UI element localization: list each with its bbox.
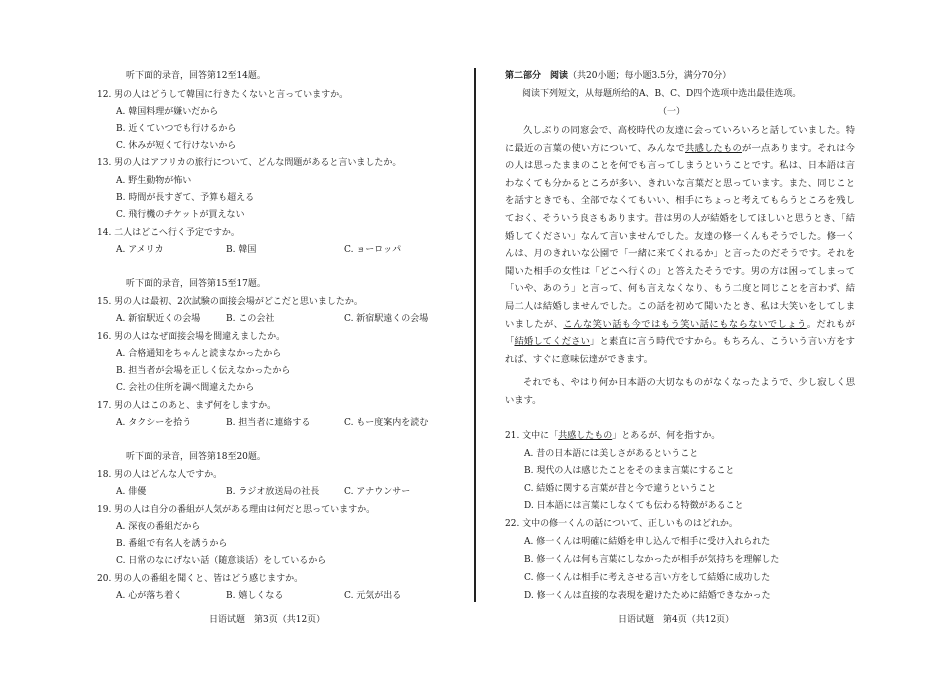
question-13-stem: 13. 男の人はアフリカの旅行について、どんな問題があると言いましたか。 (97, 158, 402, 168)
question-19-option-c[interactable]: C. 日常のなにげない話（随意谈话）をしているから (116, 556, 327, 566)
question-21-stem-underlined: 共感したもの (558, 431, 613, 441)
question-16-stem: 16. 男の人はなぜ面接会場を間違えましたか。 (97, 332, 286, 342)
question-16-option-a[interactable]: A. 合格通知をちゃんと読まなかったから (116, 349, 282, 359)
question-14-option-a[interactable]: A. アメリカ (116, 245, 164, 255)
question-21-option-b[interactable]: B. 現代の人は感じたことをそのまま言葉にすること (524, 466, 735, 476)
question-22-option-a[interactable]: A. 修一くんは明確に結婚を申し込んで相手に受け入れられた (524, 537, 771, 547)
paragraph-1-text-2: が一点あります。それは今の人は思ったままのことを何でも言ってしまうということです。私は、日本語は言わなくても分かるところが多い、きれいな言葉だと思っています。また、同じことを話すときでも、全部でなくてもいい、相手にちょっと考えてもらうところを残しておく、そういう良さもあります。昔は男の人が結婚をしてほしいと思うとき、「結婚してください」なんて言いませんでした。友達の修一くんもそうでした。修一くんは、月のきれいな公園で「一緒に来てくれるか」と言ったのだそうです。それを聞いた相手の女性は「どこへ行くの」と答えたそうです。男の方は困ってしまって「いや、あのう」と言って、何も言えなくなり、もう二度と同じことを言わず、結局二人は結婚しませんでした。この話を初めて聞いたとき、私は大笑いをしてしまいましたが、 (505, 142, 855, 330)
question-17-option-b[interactable]: B. 担当者に連絡する (226, 418, 311, 428)
passage-paragraph-2: それでも、やはり何か日本語の大切なものがなくなったようで、少し寂しく思います。 (505, 377, 855, 406)
question-15-option-c[interactable]: C. 新宿駅遠くの会場 (344, 314, 429, 324)
reading-instruction: 阅读下列短文，从每题所给的A、B、C、D四个选项中选出最佳选项。 (522, 89, 802, 99)
question-18-option-b[interactable]: B. ラジオ放送局の社長 (226, 487, 320, 497)
column-divider (474, 68, 476, 602)
question-22-option-c[interactable]: C. 修一くんは相手に考えさせる言い方をして結婚に成功した (524, 573, 771, 583)
question-12-option-a[interactable]: A. 韓国料理が嫌いだから (116, 107, 219, 117)
question-22-option-b[interactable]: B. 修一くんは何も言葉にしなかったが相手が気持ちを理解した (524, 555, 780, 565)
question-21-stem (505, 430, 720, 442)
part-two-score-note: （共20小题；每小题3.5分，满分70分） (568, 71, 732, 81)
question-20-option-b[interactable]: B. 嬉しくなる (226, 591, 284, 601)
question-12-option-b[interactable]: B. 近くていつでも行けるから (116, 124, 237, 134)
question-21-option-c[interactable]: C. 結婚に関する言葉が昔と今で違うということ (524, 484, 717, 494)
question-17-option-c[interactable]: C. もー度案内を読む (344, 418, 429, 428)
question-13-option-a[interactable]: A. 野生動物が怖い (116, 176, 192, 186)
part-two-title (505, 70, 731, 82)
question-12-option-c[interactable]: C. 休みが短くて行けないから (116, 141, 237, 151)
underlined-phrase-3: 結婚してください (514, 336, 591, 348)
section-instruction-18-20: 听下面的录音，回答第18至20题。 (126, 452, 266, 462)
passage-number: （一） (658, 107, 686, 117)
question-18-option-c[interactable]: C. アナウンサー (344, 487, 411, 497)
underlined-phrase-2: こんな笑い話も今ではもう笑い話にもならないでしょう (563, 318, 807, 330)
question-16-option-c[interactable]: C. 会社の住所を調べ間違えたから (116, 383, 255, 393)
underlined-phrase-1: 共感したもの (685, 142, 742, 154)
question-14-option-b[interactable]: B. 韓国 (226, 245, 257, 255)
question-12-stem: 12. 男の人はどうして韓国に行きたくないと言っていますか。 (97, 90, 349, 100)
question-21-option-a[interactable]: A. 昔の日本語には美しさがあるということ (524, 449, 699, 459)
question-15-option-a[interactable]: A. 新宿駅近くの会場 (116, 314, 201, 324)
paragraph-1-text-1: 久しぶりの同窓会で、高校時代の友達に会っていろいろと話していました。特に最近の言葉の使い方について、みんなで (505, 125, 855, 154)
question-14-option-c[interactable]: C. ョーロッパ (344, 245, 402, 255)
question-21-stem-pre: 21. 文中に「 (505, 431, 559, 441)
question-19-option-b[interactable]: B. 番組で有名人を誘うから (116, 539, 228, 549)
paragraph-1-text-3: 。だれもが「 (505, 318, 855, 348)
question-15-stem: 15. 男の人は最初、2次試験の面接会場がどこだと思いましたか。 (97, 297, 363, 307)
page-footer-left: 日语试题 第3页（共12页） (209, 615, 326, 625)
section-instruction-12-14: 听下面的录音，回答第12至14题。 (126, 71, 266, 81)
question-13-option-c[interactable]: C. 飛行機のチケットが買えない (116, 210, 245, 220)
question-22-stem: 22. 文中の修一くんの話について、正しいものはどれか。 (505, 519, 738, 529)
question-17-option-a[interactable]: A. タクシーを拾う (116, 418, 192, 428)
section-instruction-15-17: 听下面的录音，回答第15至17题。 (126, 279, 266, 289)
question-20-option-a[interactable]: A. 心が落ち着く (116, 591, 183, 601)
page-footer-right: 日语试题 第4页（共12页） (618, 615, 735, 625)
question-19-stem: 19. 男の人は自分の番組が人気がある理由は何だと思っていますか。 (97, 505, 376, 515)
question-13-option-b[interactable]: B. 時間が長すぎて、予算も超える (116, 193, 255, 203)
question-18-stem: 18. 男の人はどんな人ですか。 (97, 470, 223, 480)
passage-paragraph-1 (505, 122, 855, 368)
question-20-stem: 20. 男の人の番組を聞くと、皆はどう感じますか。 (97, 574, 304, 584)
question-19-option-a[interactable]: A. 深夜の番組だから (116, 522, 201, 532)
question-17-stem: 17. 男の人はこのあと、まず何をしますか。 (97, 401, 277, 411)
question-16-option-b[interactable]: B. 担当者が会場を正しく伝えなかったから (116, 366, 291, 376)
question-15-option-b[interactable]: B. この会社 (226, 314, 275, 324)
question-22-option-d[interactable]: D. 修一くんは直接的な表現を避けたために結婚できなかった (524, 591, 771, 601)
question-18-option-a[interactable]: A. 俳優 (116, 487, 147, 497)
question-14-stem: 14. 二人はどこへ行く予定ですか。 (97, 228, 240, 238)
question-20-option-c[interactable]: C. 元気が出る (344, 591, 402, 601)
question-21-stem-post: 」とあるが、何を指すか。 (612, 431, 721, 441)
part-two-title-text: 第二部分 阅读 (505, 71, 569, 81)
question-21-option-d[interactable]: D. 日本語には言葉にしなくても伝わる特徴があること (524, 501, 744, 511)
paragraph-1-text-4: 」と素直に言う時代ですから。もちろん、こういう言い方をすれば、すぐに意味伝達ができます。 (505, 336, 855, 365)
